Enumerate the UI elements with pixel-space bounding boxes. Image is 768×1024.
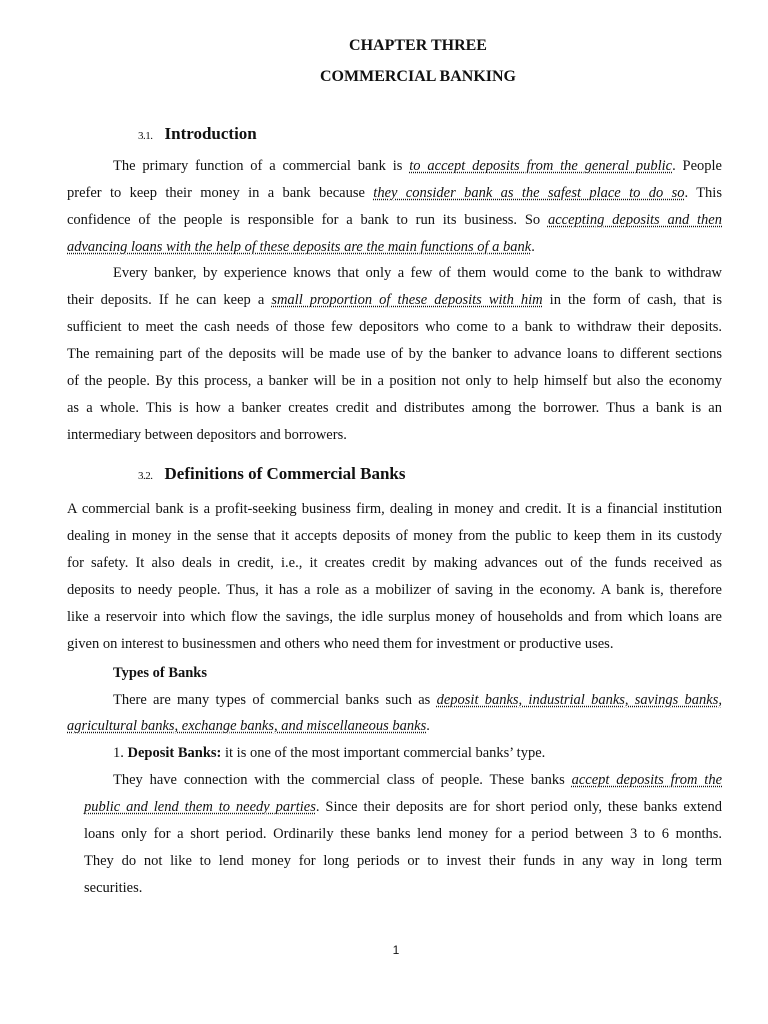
paragraph-line: loans only for a short period. Ordinarily these banks lend money for a period between 3 to 6 months.	[84, 826, 722, 842]
paragraph-line: They have connection with the commercial class of people. These banks accept deposits from the	[113, 772, 723, 788]
chapter-label: CHAPTER THREE	[349, 37, 487, 54]
paragraph-line: The primary function of a commercial bank is to accept deposits from the general public. People	[113, 158, 722, 174]
paragraph-line: deposits to needy people. Thus, it has a role as a mobilizer of saving in the economy. A bank is, therefore	[67, 582, 722, 598]
paragraph-line: Every banker, by experience knows that only a few of them would come to the bank to withdraw	[113, 265, 722, 281]
paragraph-line: as a whole. This is how a banker creates credit and distributes among the borrower. Thus a bank is an	[67, 400, 722, 416]
chapter-title: COMMERCIAL BANKING	[319, 68, 516, 85]
paragraph-line: public and lend them to needy parties. Since their deposits are for short period only, these banks extend	[84, 799, 722, 815]
paragraph-line: given on interest to businessmen and others who need them for investment or productive uses.	[67, 636, 614, 652]
paragraph-line: A commercial bank is a profit-seeking business firm, dealing in money and credit. It is a financial institution	[67, 501, 722, 517]
paragraph-line: prefer to keep their money in a bank because they consider bank as the safest place to do so. This	[67, 185, 722, 201]
paragraph-line: agricultural banks, exchange banks, and miscellaneous banks.	[67, 718, 430, 734]
page-number: 1	[392, 943, 400, 957]
paragraph-line: They do not like to lend money for long periods or to invest their funds in any way in long term	[84, 853, 722, 869]
list-item-deposit-banks: 1. Deposit Banks: it is one of the most important commercial banks’ type.	[113, 745, 546, 761]
paragraph-line: dealing in money in the sense that it accepts deposits of money from the public to keep them in its custody	[67, 528, 722, 544]
subheading-types-of-banks: Types of Banks	[113, 665, 208, 681]
section-title: Introduction	[164, 124, 257, 143]
paragraph-line: advancing loans with the help of these deposits are the main functions of a bank.	[67, 239, 535, 255]
paragraph-line: of the people. By this process, a banker will be in a position not only to help himself but also the economy	[67, 373, 722, 389]
paragraph-line: The remaining part of the deposits will be made use of by the banker to advance loans to different sections	[67, 346, 722, 362]
paragraph-line: for safety. It also deals in credit, i.e., it creates credit by making advances out of the funds received as	[67, 555, 722, 571]
paragraph-line: sufficient to meet the cash needs of those few depositors who come to a bank to withdraw their deposits.	[67, 319, 722, 335]
paragraph-line: intermediary between depositors and borrowers.	[67, 427, 347, 443]
paragraph-line: like a reservoir into which flow the savings, the idle surplus money of households and from which loans are	[67, 609, 722, 625]
paragraph-line: confidence of the people is responsible for a bank to run its business. So accepting deposits and then	[67, 212, 722, 228]
paragraph-line: securities.	[84, 880, 143, 896]
section-title: Definitions of Commercial Banks	[164, 464, 406, 483]
section-number: 3.1.	[138, 130, 153, 142]
paragraph-line: their deposits. If he can keep a small proportion of these deposits with him in the form of cash, that is	[67, 292, 723, 308]
section-heading-introduction	[138, 124, 257, 144]
section-number: 3.2.	[138, 470, 153, 482]
paragraph-line: There are many types of commercial banks such as deposit banks, industrial banks, savings banks,	[113, 692, 722, 708]
section-heading-definitions	[138, 464, 406, 484]
